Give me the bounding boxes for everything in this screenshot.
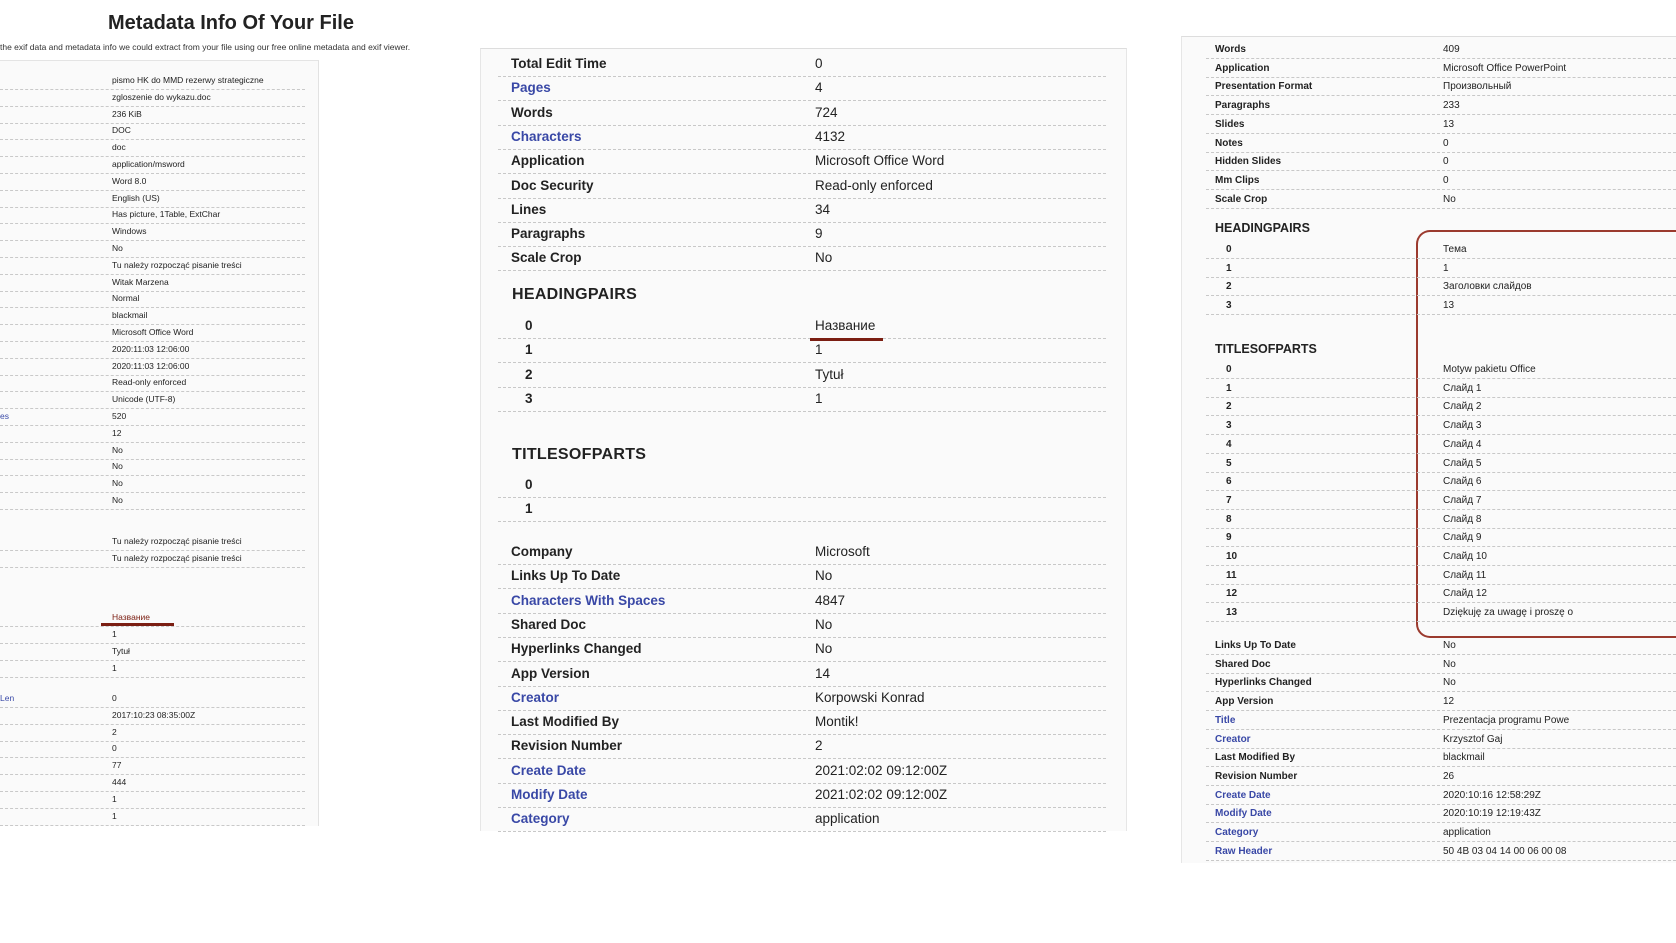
metadata-value: No [815,616,833,632]
metadata-row [0,660,305,678]
metadata-row [1206,786,1676,805]
metadata-value: 77 [112,760,122,771]
metadata-row [0,139,305,157]
metadata-row [1206,240,1676,259]
metadata-value: 1 [112,793,117,804]
metadata-key: Application [1215,62,1270,74]
metadata-value: 1 [112,810,117,821]
metadata-value: 0 [112,693,117,703]
metadata-row [1206,416,1676,435]
metadata-value: 2020:10:16 12:58:29Z [1443,789,1541,801]
metadata-value: Dziękuję za uwagę i proszę o [1443,607,1574,619]
metadata-row [0,156,305,174]
metadata-value: No [815,250,833,266]
metadata-row [0,206,305,224]
metadata-key: 7 [1226,494,1232,506]
metadata-value: Слайд 4 [1443,438,1482,450]
metadata-key: Shared Doc [1215,658,1271,670]
metadata-key: Links Up To Date [1215,640,1296,651]
metadata-value: 520 [112,411,127,421]
metadata-value: Microsoft Office Word [815,153,945,169]
metadata-row [1206,584,1676,603]
page-title: Metadata Info Of Your File [108,12,354,34]
metadata-row [0,740,305,758]
metadata-row [0,290,305,308]
metadata-key: 3 [525,390,533,406]
metadata-row [498,734,1106,759]
metadata-key: Links Up To Date [511,568,621,584]
metadata-row [498,52,1106,77]
metadata-row [1206,603,1676,622]
metadata-value: No [815,568,833,584]
metadata-key-link[interactable]: Category [511,811,570,827]
section-heading: HEADINGPAIRS [512,286,638,303]
metadata-row [498,338,1106,363]
metadata-row [0,274,305,292]
metadata-value: Слайд 9 [1443,532,1482,544]
metadata-value: Motyw pakietu Office [1443,364,1536,375]
metadata-row [498,125,1106,150]
metadata-row [0,374,305,392]
metadata-row [1206,259,1676,278]
metadata-key: Len [0,693,15,703]
metadata-row [1206,711,1676,730]
metadata-row [1206,804,1676,823]
metadata-key: Doc Security [511,177,594,193]
metadata-row [0,550,305,568]
metadata-key-link[interactable]: Category [1215,827,1259,838]
section-heading: TITLESOFPARTS [1215,342,1317,356]
metadata-key: 0 [525,477,533,492]
metadata-row [1206,134,1676,153]
metadata-value: Tu należy rozpocząć pisanie treści [112,259,242,270]
section-heading: TITLESOFPARTS [512,446,647,463]
metadata-value: application [1443,827,1491,838]
metadata-row [0,408,305,426]
metadata-key-link[interactable]: Raw Header [1215,845,1273,857]
metadata-row [0,425,305,443]
metadata-row [0,341,305,359]
metadata-value: zgloszenie do wykazu.doc [112,91,211,102]
metadata-row [1206,823,1676,842]
metadata-key: 8 [1226,513,1232,525]
metadata-value: Krzysztof Gaj [1443,733,1503,745]
metadata-row [0,173,305,191]
metadata-row [1206,655,1676,674]
metadata-value: 0 [815,56,823,71]
metadata-key: Lines [511,201,547,217]
metadata-key: Paragraphs [1215,100,1271,112]
metadata-row [0,492,305,510]
metadata-row [0,307,305,325]
metadata-key: App Version [1215,696,1274,708]
metadata-value: Windows [112,226,147,237]
metadata-value: Read-only enforced [815,177,933,193]
metadata-value: No [1443,640,1456,651]
metadata-row [0,442,305,460]
metadata-value: DOC [112,125,131,136]
metadata-row [498,662,1106,687]
metadata-row [0,791,305,809]
metadata-row [1206,435,1676,454]
metadata-row [0,190,305,208]
metadata-row [0,626,305,644]
metadata-key: Presentation Format [1215,81,1313,93]
metadata-key: Last Modified By [511,714,620,730]
metadata-row [1206,636,1676,655]
metadata-value: Слайд 8 [1443,513,1482,525]
value-underline [101,623,174,626]
metadata-value: No [815,641,833,657]
metadata-row [498,759,1106,784]
metadata-row [1206,190,1676,209]
metadata-value: 2020:11:03 12:06:00 [112,343,190,354]
metadata-key: Scale Crop [511,250,582,266]
metadata-value: 1 [112,629,117,639]
metadata-value: Тема [1443,244,1467,255]
metadata-key: Hyperlinks Changed [511,641,642,657]
metadata-row [0,533,305,551]
metadata-value: 4847 [815,592,846,608]
metadata-row [1206,842,1676,861]
metadata-value: Tytuł [112,646,130,656]
metadata-row [0,458,305,476]
metadata-row [1206,296,1676,315]
metadata-key: 13 [1226,607,1238,619]
metadata-value: pismo HK do MMD rezerwy strategiczne [112,75,264,85]
metadata-key: 9 [1226,532,1232,544]
metadata-row [0,707,305,725]
metadata-row [0,358,305,376]
metadata-value: Prezentacja programu Powe [1443,714,1570,726]
page-subtitle: the exif data and metadata info we could extract from your file using our free online metadata and exif viewer. [0,42,411,52]
metadata-row [1206,77,1676,96]
metadata-row [498,149,1106,174]
metadata-value: 0 [112,743,117,754]
metadata-key-link[interactable]: Modify Date [1215,808,1272,820]
metadata-value: 12 [1443,696,1455,708]
metadata-row [0,475,305,493]
metadata-key: Words [511,104,553,120]
metadata-value: Название [815,318,876,333]
metadata-row [0,122,305,140]
metadata-key: Revision Number [1215,770,1298,782]
metadata-value: No [112,478,123,489]
metadata-row [1206,510,1676,529]
metadata-key-link[interactable]: es [0,411,9,421]
metadata-row [1206,748,1676,767]
metadata-row [0,324,305,342]
metadata-row [1206,673,1676,692]
metadata-key: App Version [511,665,590,681]
metadata-key: Revision Number [511,738,623,754]
metadata-row [1206,379,1676,398]
metadata-row [498,613,1106,638]
metadata-row [498,363,1106,388]
metadata-row [498,76,1106,101]
metadata-value: Tu należy rozpocząć pisanie treści [112,553,242,563]
metadata-key: 1 [1226,262,1232,274]
metadata-value: Montik! [815,714,859,730]
metadata-key: 0 [525,318,533,333]
metadata-value: 12 [112,427,122,438]
metadata-value: Has picture, 1Table, ExtChar [112,209,221,220]
metadata-row [1206,152,1676,171]
metadata-key: Application [511,153,585,169]
metadata-value: Название [112,612,150,622]
metadata-key: 0 [1226,244,1232,255]
metadata-value: No [112,495,123,505]
metadata-key-link[interactable]: Create Date [511,762,587,778]
metadata-value: doc [112,142,126,153]
metadata-row [0,391,305,409]
metadata-row [1206,360,1676,379]
metadata-row [1206,767,1676,786]
metadata-key: 12 [1226,588,1238,600]
metadata-row [1206,115,1676,134]
metadata-value: 2021:02:02 09:12:00Z [815,762,948,778]
metadata-row [0,89,305,107]
metadata-value: 9 [815,226,823,242]
metadata-value: Произвольный [1443,81,1512,93]
metadata-value: No [1443,658,1456,670]
metadata-key-link[interactable]: Title [1215,714,1236,726]
metadata-key-link[interactable]: Creator [511,689,560,705]
metadata-value: 1 [815,390,823,406]
metadata-row [498,314,1106,339]
metadata-value: 236 KiB [112,108,142,119]
metadata-value: No [112,444,123,455]
metadata-value: 34 [815,201,831,217]
metadata-value: 2 [815,738,823,754]
metadata-key: 5 [1226,457,1232,469]
metadata-value: Слайд 5 [1443,457,1482,469]
metadata-key: 11 [1226,569,1237,581]
metadata-row [0,72,305,90]
metadata-row [0,808,305,826]
metadata-row [498,497,1106,522]
metadata-key: 1 [1226,382,1232,394]
metadata-row [1206,547,1676,566]
metadata-key: Words [1215,44,1246,55]
metadata-value: 26 [1443,770,1455,782]
metadata-value: 13 [1443,118,1455,130]
metadata-row [1206,40,1676,59]
value-underline [810,338,883,341]
metadata-value: 14 [815,665,831,681]
metadata-value: Слайд 12 [1443,588,1487,600]
metadata-row [498,222,1106,247]
metadata-row [1206,454,1676,473]
metadata-key: Scale Crop [1215,193,1268,205]
metadata-value: 2 [112,726,117,737]
metadata-value: Слайд 2 [1443,401,1482,413]
metadata-value: Microsoft Office PowerPoint [1443,62,1567,74]
metadata-key: Company [511,544,573,559]
metadata-value: blackmail [112,310,148,321]
metadata-row [498,198,1106,223]
metadata-value: 13 [1443,300,1455,312]
metadata-key: Slides [1215,118,1245,130]
metadata-value: Korpowski Konrad [815,689,925,705]
metadata-value: No [112,243,123,253]
metadata-value: Слайд 6 [1443,476,1482,488]
metadata-value: Word 8.0 [112,175,147,186]
metadata-key: 2 [1226,281,1232,293]
metadata-key: 6 [1226,476,1232,488]
metadata-row [498,686,1106,711]
metadata-key: 3 [1226,300,1232,312]
metadata-row [1206,277,1676,296]
metadata-row [498,101,1106,126]
metadata-value: Normal [112,293,140,304]
metadata-row [0,257,305,275]
metadata-value: No [112,461,123,472]
metadata-value: 1 [1443,262,1449,274]
metadata-row [1206,96,1676,115]
metadata-value: Слайд 10 [1443,551,1487,562]
metadata-value: Tu należy rozpocząć pisanie treści [112,536,242,546]
metadata-key: Hidden Slides [1215,156,1282,168]
metadata-key: Paragraphs [511,226,586,242]
metadata-value: 724 [815,104,838,120]
metadata-key: 3 [1226,420,1232,432]
metadata-value: 0 [1443,137,1449,149]
metadata-value: No [1443,677,1456,689]
metadata-key: 2 [1226,401,1232,413]
metadata-row [498,783,1106,808]
section-heading: HEADINGPAIRS [1215,221,1310,235]
metadata-key: 1 [525,501,533,517]
metadata-row [498,473,1106,498]
metadata-row [1206,730,1676,749]
metadata-row [498,564,1106,589]
metadata-key: Shared Doc [511,616,587,632]
metadata-row [0,757,305,775]
metadata-key: Notes [1215,137,1243,149]
metadata-row [0,106,305,124]
metadata-row [1206,397,1676,416]
metadata-value: 2021:02:02 09:12:00Z [815,787,948,802]
metadata-row [498,387,1106,412]
metadata-key: Mm Clips [1215,174,1260,186]
metadata-key-link[interactable]: Create Date [1215,789,1271,801]
metadata-key: 2 [525,366,533,382]
metadata-row [1206,566,1676,585]
metadata-row [498,710,1106,735]
metadata-key-link[interactable]: Pages [511,80,551,96]
metadata-key: 10 [1226,551,1238,562]
metadata-row [0,240,305,258]
metadata-value: Microsoft Office Word [112,327,194,337]
metadata-value: 2017:10:23 08:35:00Z [112,709,196,720]
metadata-row [1206,472,1676,491]
metadata-value: No [1443,193,1456,205]
metadata-value: 233 [1443,100,1460,112]
metadata-row [498,246,1106,271]
metadata-key: 4 [1226,438,1232,450]
metadata-row [498,589,1106,614]
metadata-value: Unicode (UTF-8) [112,394,176,405]
metadata-value: 2020:10:19 12:19:43Z [1443,808,1541,820]
metadata-key: 0 [1226,364,1232,375]
metadata-key: Last Modified By [1215,752,1296,764]
metadata-value: application [815,811,880,827]
metadata-row [1206,692,1676,711]
metadata-row [1206,528,1676,547]
metadata-row [0,724,305,742]
metadata-value: Слайд 11 [1443,569,1487,581]
metadata-value: 0 [1443,174,1449,186]
metadata-key: 1 [525,342,533,358]
metadata-row [0,774,305,792]
metadata-value: 1 [112,663,117,673]
metadata-key-link[interactable]: Modify Date [511,787,588,802]
metadata-row [1206,491,1676,510]
metadata-value: Слайд 7 [1443,494,1482,506]
metadata-value: blackmail [1443,752,1485,764]
metadata-key-link[interactable]: Characters [511,128,582,144]
metadata-value: 2020:11:03 12:06:00 [112,360,190,371]
metadata-value: 4132 [815,128,846,144]
metadata-row [0,223,305,241]
metadata-value: 0 [1443,156,1449,168]
metadata-row [498,637,1106,662]
metadata-value: Слайд 1 [1443,382,1482,394]
metadata-value: 50 4B 03 04 14 00 06 00 08 [1443,845,1567,857]
metadata-value: 1 [815,342,823,358]
metadata-key: Hyperlinks Changed [1215,677,1312,689]
metadata-row [1206,171,1676,190]
metadata-value: Microsoft [815,544,870,559]
metadata-key-link[interactable]: Characters With Spaces [511,592,666,608]
metadata-row [498,174,1106,199]
metadata-row [0,690,305,708]
metadata-row [498,807,1106,832]
metadata-value: Read-only enforced [112,377,187,388]
metadata-value: application/msword [112,159,185,169]
metadata-row [498,540,1106,565]
metadata-value: Заголовки слайдов [1443,281,1532,293]
metadata-value: 409 [1443,44,1460,55]
metadata-value: Witak Marzena [112,276,169,287]
metadata-row [1206,59,1676,78]
metadata-value: 4 [815,80,823,96]
metadata-row [0,643,305,661]
metadata-key-link[interactable]: Creator [1215,733,1251,745]
metadata-value: Слайд 3 [1443,420,1482,432]
metadata-value: English (US) [112,192,160,203]
metadata-value: Tytuł [815,366,844,382]
metadata-value: 444 [112,777,127,787]
metadata-key: Total Edit Time [511,56,607,71]
